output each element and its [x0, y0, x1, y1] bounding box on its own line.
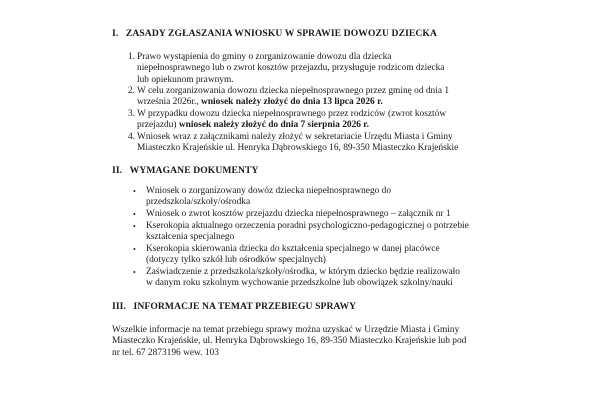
- rule-item: [127, 132, 459, 155]
- info-line: Wszelkie informacje na temat przebiegu sprawy można uzyskać w Urzędzie Miasta i Gminy: [112, 325, 460, 335]
- document-line: (dotyczy tylko szkół lub ośrodków specjalnych): [146, 255, 326, 266]
- list-number: 3.: [127, 109, 135, 119]
- bullet-icon: •: [133, 245, 136, 254]
- document-item: [133, 209, 451, 220]
- section-heading-3: [112, 301, 356, 312]
- document-line: przedszkola/szkoły/ośrodka: [146, 197, 251, 208]
- rule-item: [127, 86, 450, 109]
- document-item: [133, 186, 392, 209]
- rule-line: lub opiekunom prawnym.: [137, 74, 234, 85]
- rule-line: Prawo wystąpienia do gminy o zorganizowanie dowozu dla dziecka: [137, 52, 392, 62]
- rule-line: W celu zorganizowania dowozu dziecka niepełnosprawnego przez gminę od dnia 1: [137, 86, 450, 96]
- deadline-text: wniosek należy złożyć do dnia 13 lipca 2026 r.: [201, 97, 383, 108]
- section-number: II.: [112, 165, 123, 176]
- rule-line: Miasteczko Krajeńskie ul. Henryka Dąbrowskiego 16, 89-350 Miasteczko Krajeńskie: [137, 143, 459, 154]
- document-line: Wniosek o zwrot kosztów przejazdu dziecka niepełnosprawnego – załącznik nr 1: [146, 209, 451, 219]
- document-line: Kserokopia skierowania dziecka do kształcenia specjalnego w danej placówce: [146, 244, 440, 254]
- list-number: 4.: [127, 132, 135, 142]
- section-number: III.: [112, 301, 126, 312]
- document-item: [133, 221, 469, 244]
- bullet-icon: •: [133, 210, 136, 219]
- section-title: WYMAGANE DOKUMENTY: [129, 165, 259, 176]
- document-line: Kserokopia aktualnego orzeczenia poradni psychologiczno-pedagogicznej o potrzebie: [146, 221, 469, 231]
- bullet-icon: •: [133, 222, 136, 231]
- document-line: Zaświadczenie z przedszkola/szkoły/ośrodka, w którym dziecko będzie realizowało: [146, 267, 460, 277]
- rule-line: niepełnosprawnego lub o zwrot kosztów przejazdu, przysługuje rodzicom dziecka: [137, 63, 445, 74]
- info-paragraph: [112, 325, 466, 359]
- info-line: Miasteczko Krajeńskie, ul. Henryka Dąbrowskiego 16, 89-350 Miasteczko Krajeńskie lub pod: [112, 336, 467, 347]
- section-heading-2: [112, 165, 259, 176]
- rule-line: W przypadku dowozu dziecka niepełnosprawnego przez rodziców (zwrot kosztów: [137, 109, 447, 119]
- list-number: 1.: [127, 52, 135, 62]
- rule-line: [137, 97, 449, 108]
- rule-line: Wniosek wraz z załącznikami należy złożyć w sekretariacie Urzędu Miasta i Gminy: [137, 132, 453, 142]
- section-heading-1: [112, 28, 437, 39]
- document-line: kształcenia specjalnego: [146, 232, 235, 243]
- bullet-icon: •: [133, 268, 136, 277]
- rule-line: [137, 120, 446, 131]
- rule-text: września 2026r.,: [137, 97, 202, 108]
- section-title: INFORMACJE NA TEMAT PRZEBIEGU SPRAWY: [133, 301, 357, 312]
- info-line: nr tel. 67 2873196 wew. 103: [112, 347, 219, 358]
- rule-text: przejazdu): [137, 120, 179, 131]
- document-item: [133, 244, 440, 267]
- document-line: w danym roku szkolnym wychowanie przedszkolne lub obowiązek szkolny/nauki: [146, 278, 453, 289]
- rule-item: [127, 109, 447, 132]
- rule-item: [127, 52, 445, 86]
- deadline-text: wniosek należy złożyć do dnia 7 sierpnia 2026 r.: [178, 120, 369, 131]
- document-item: [133, 267, 460, 290]
- list-number: 2.: [127, 86, 135, 96]
- section-number: I.: [112, 28, 119, 39]
- document-line: Wniosek o zorganizowany dowóz dziecka niepełnosprawnego do: [146, 186, 392, 196]
- section-title: ZASADY ZGŁASZANIA WNIOSKU W SPRAWIE DOWOZU DZIECKA: [125, 28, 438, 39]
- bullet-icon: •: [133, 187, 136, 196]
